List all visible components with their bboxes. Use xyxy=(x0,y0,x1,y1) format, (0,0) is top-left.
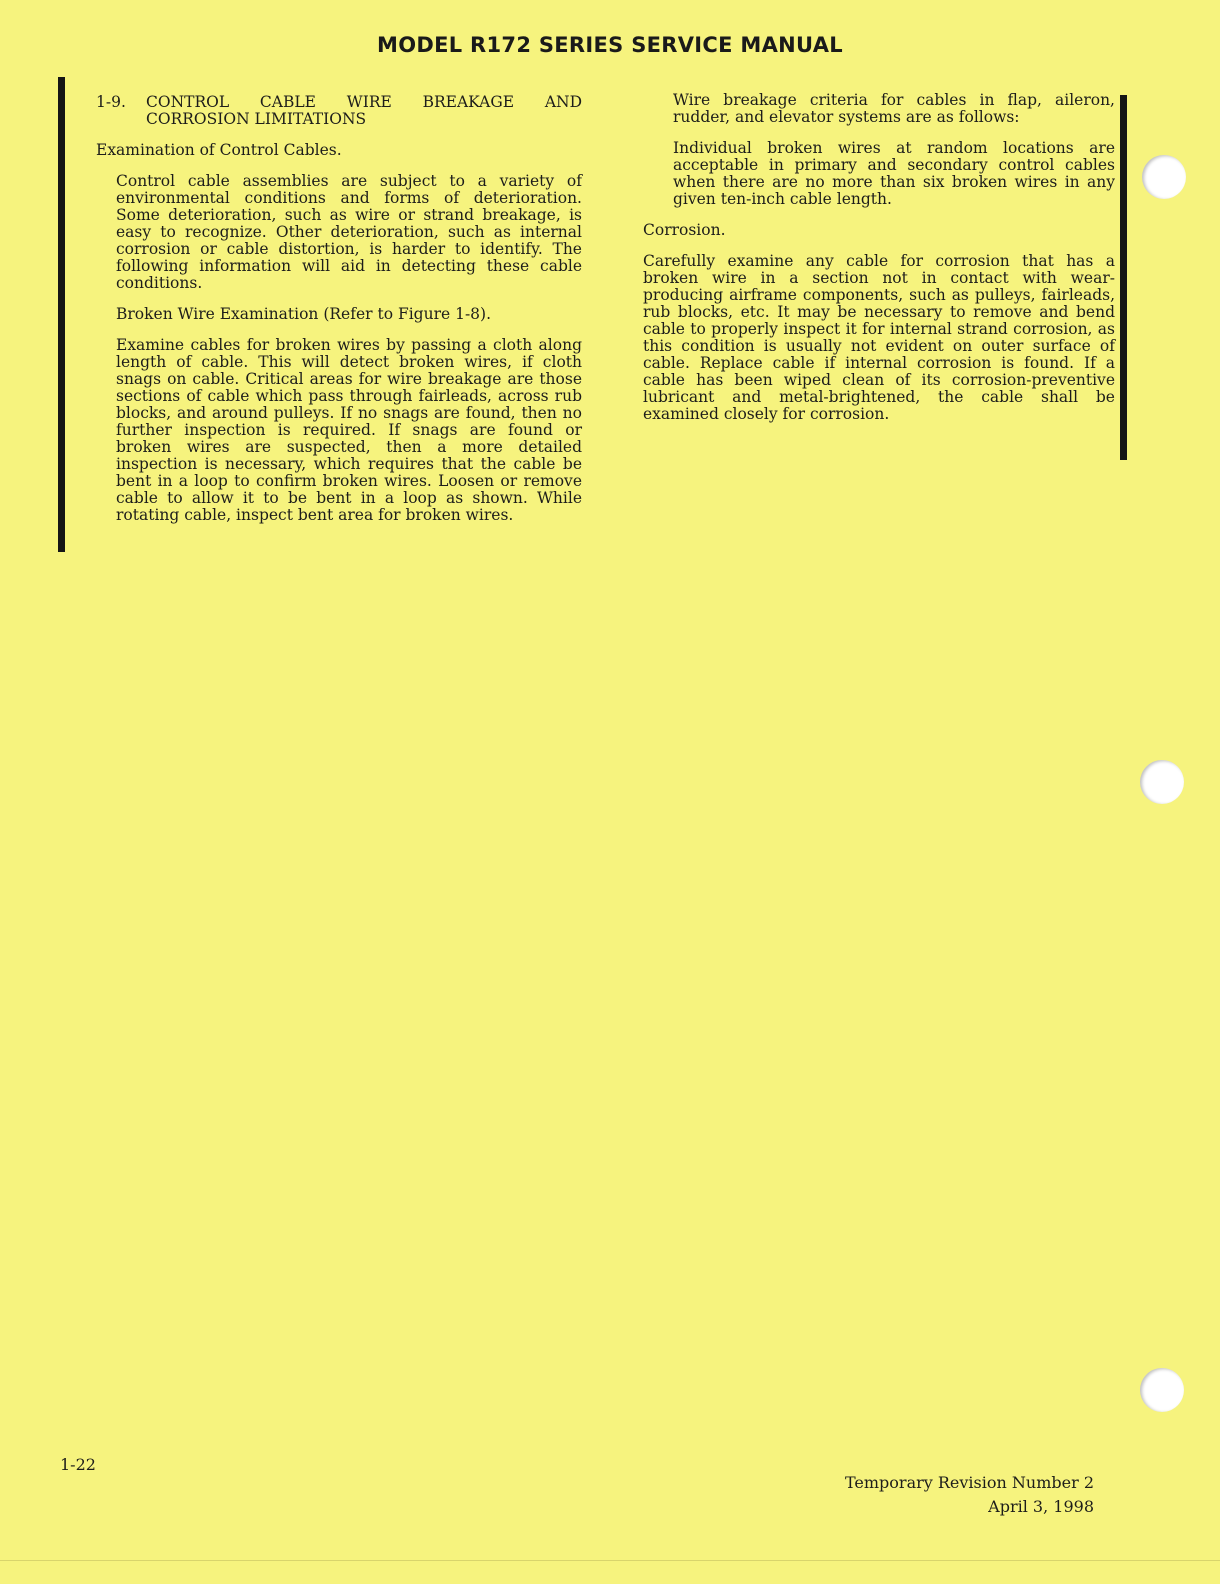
left-column xyxy=(96,94,582,538)
punch-hole-bottom xyxy=(1140,1368,1184,1412)
section-heading xyxy=(96,94,582,128)
subheading-examination: Examination of Control Cables. xyxy=(96,141,342,159)
revision-date: April 3, 1998 xyxy=(988,1497,1094,1516)
change-bar-left xyxy=(58,77,65,552)
punch-hole-middle xyxy=(1140,760,1184,804)
paragraph-examination: Control cable assemblies are subject to a variety of environmental conditions and forms of deterioration. Some deterioration, such as wire or strand breakage, is easy to recognize. Other deterioration, such as internal corrosion or cable distortion, is harder to identify. The following information will aid in detecting these cable conditions. xyxy=(116,172,582,292)
subheading-corrosion: Corrosion. xyxy=(643,221,726,239)
section-number: 1-9. xyxy=(96,93,126,111)
subheading-broken-wire: Broken Wire Examination (Refer to Figure 1-8). xyxy=(116,305,492,323)
right-column xyxy=(643,92,1115,437)
paragraph-criteria: Wire breakage criteria for cables in flap, aileron, rudder, and elevator systems are as follows: xyxy=(673,91,1115,126)
section-title: CONTROL CABLE WIRE BREAKAGE AND CORROSION LIMITATIONS xyxy=(146,93,582,128)
page-title: MODEL R172 SERIES SERVICE MANUAL xyxy=(377,33,843,57)
paragraph-individual-wires: Individual broken wires at random locations are acceptable in primary and secondary control cables when there are no more than six broken wires in any given ten-inch cable length. xyxy=(673,139,1115,208)
change-bar-right xyxy=(1120,95,1127,460)
page-number: 1-22 xyxy=(60,1455,96,1474)
revision-label: Temporary Revision Number 2 xyxy=(844,1473,1094,1492)
punch-hole-top xyxy=(1142,155,1186,199)
paragraph-corrosion: Carefully examine any cable for corrosion that has a broken wire in a section not in contact with wear-producing airframe components, such as pulleys, fairleads, rub blocks, etc. It may be necessary to remove and bend cable to properly inspect it for internal strand corrosion, as this condition is usually not evident on outer surface of cable. Replace cable if internal corrosion is found. If a cable has been wiped clean of its corrosion-preventive lubricant and metal-brightened, the cable shall be examined closely for corrosion. xyxy=(643,252,1115,423)
paragraph-broken-wire: Examine cables for broken wires by passing a cloth along length of cable. This will detect broken wires, if cloth snags on cable. Critical areas for wire breakage are those sections of cable which pass through fairleads, across rub blocks, and around pulleys. If no snags are found, then no further inspection is required. If snags are found or broken wires are suspected, then a more detailed inspection is necessary, which requires that the cable be bent in a loop to confirm broken wires. Loosen or remove cable to allow it to be bent in a loop as shown. While rotating cable, inspect bent area for broken wires. xyxy=(116,336,582,524)
page-edge-line xyxy=(0,1560,1220,1561)
revision-block xyxy=(845,1471,1094,1519)
